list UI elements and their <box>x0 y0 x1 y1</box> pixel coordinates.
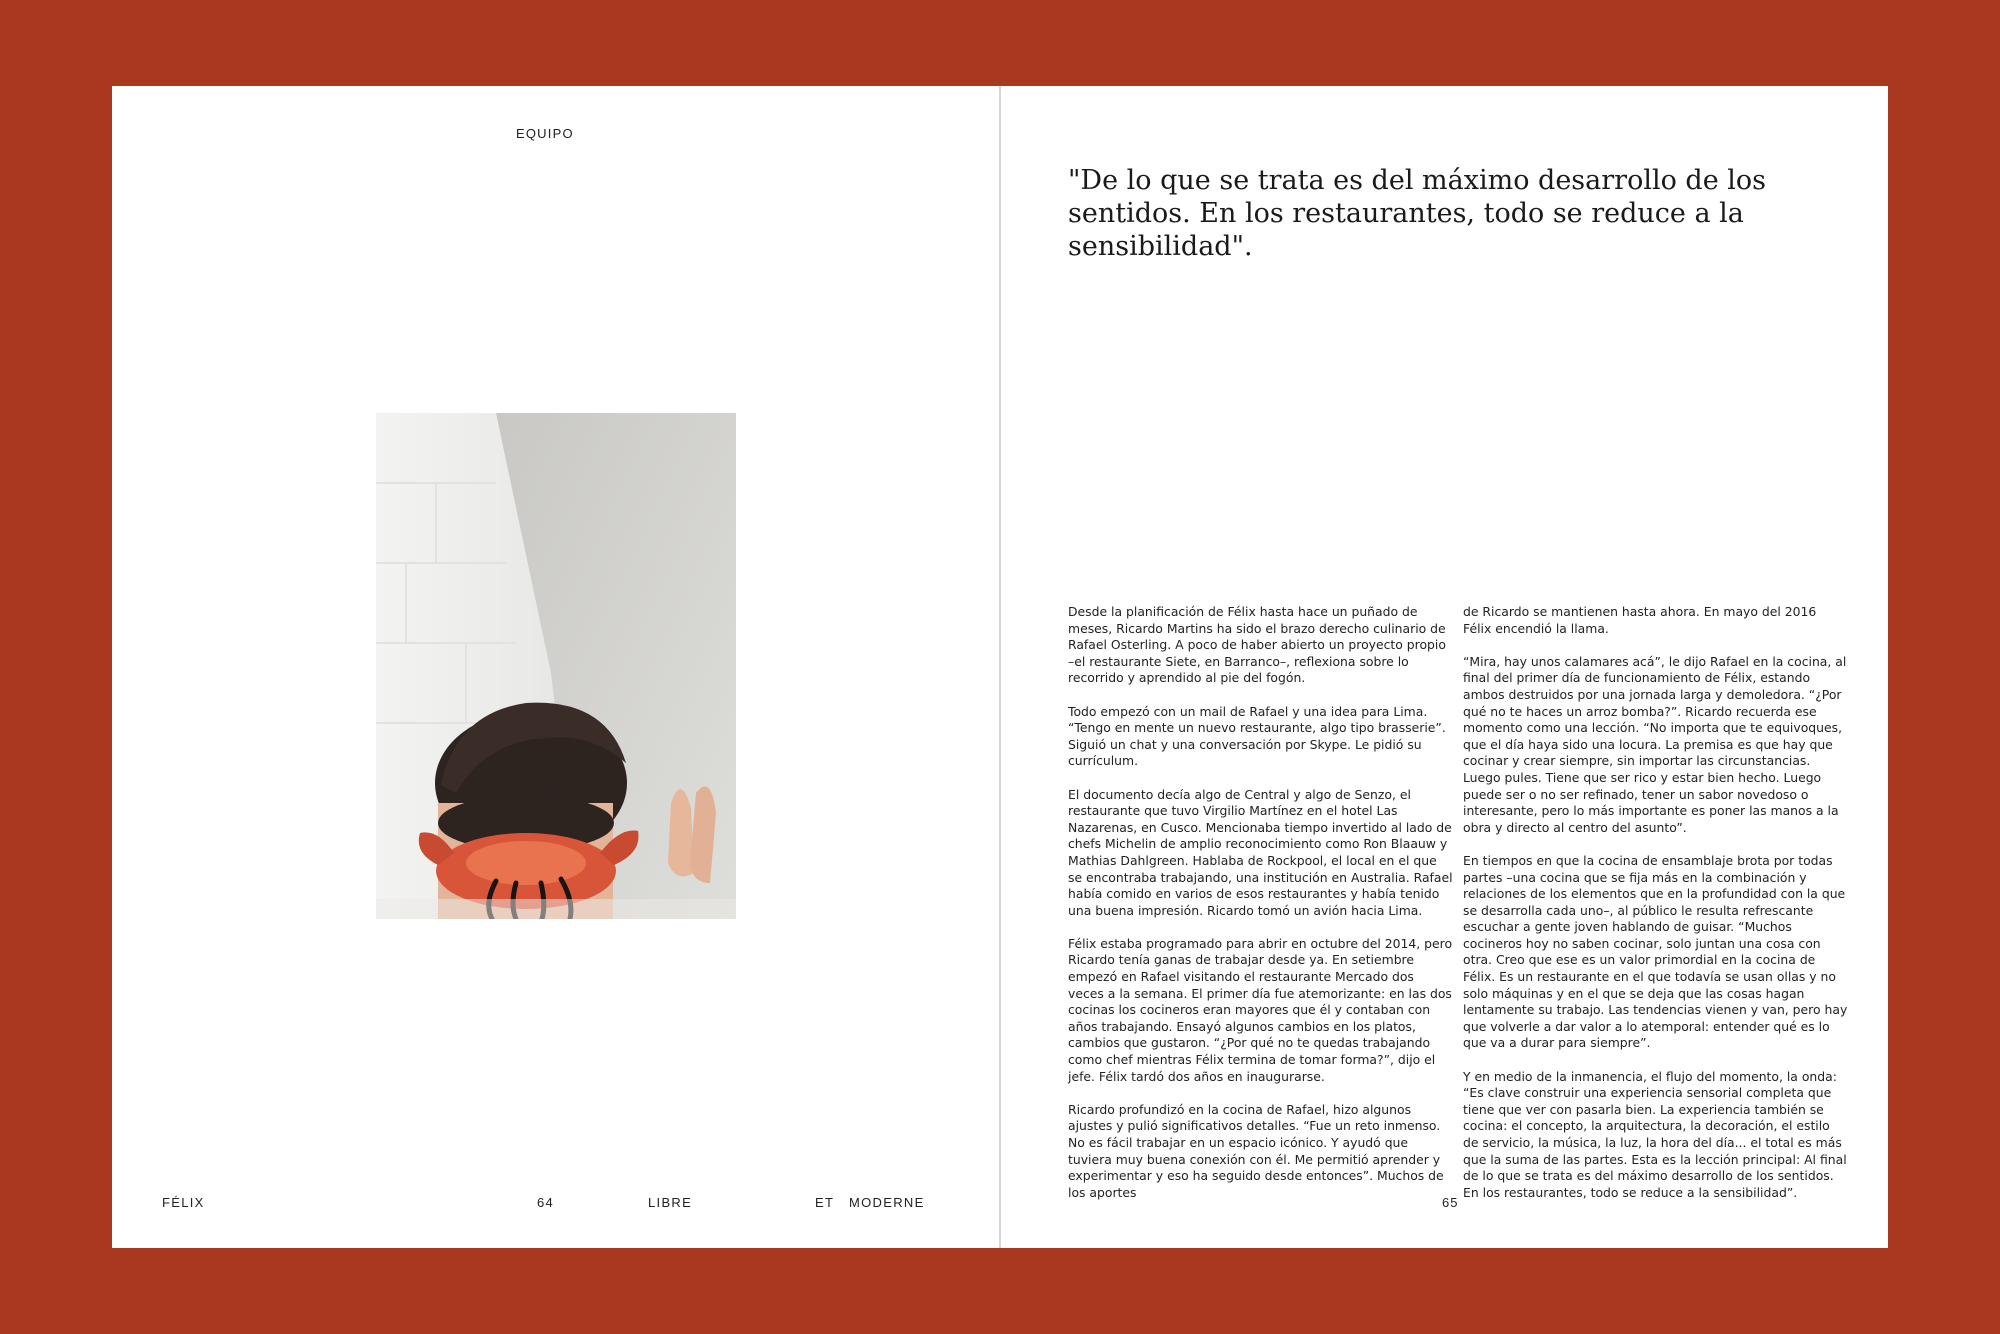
paragraph: Y en medio de la inmanencia, el flujo del momento, la onda: “Es clave construir una experiencia sensorial completa que tiene que ver con pasarla bien. La experiencia también se cocina: el concepto, la arquitectura, la decoración, el estilo de servicio, la música, la luz, la hora del día... el total es más que la suma de las partes. Esta es la lección principal: Al final de lo que se trata es del máximo desarrollo de los sentidos. En los restaurantes, todo se reduce a la sensibilidad”. <box>1463 1068 1847 1200</box>
photo-illustration <box>376 413 736 919</box>
paragraph: El documento decía algo de Central y algo de Senzo, el restaurante que tuvo Virgilio Martínez en el hotel Las Nazarenas, en Cusco. Mencionaba tiempo invertido al lado de chefs Michelin de amplio reconocimiento como Ron Blaauw y Mathias Dahlgreen. Hablaba de Rockpool, el local en el que se encontraba trabajando, una institución en Australia. Rafael había comido en varios de esos restaurantes y había tenido una buena impresión. Ricardo tomó un avión hacia Lima. <box>1068 786 1453 918</box>
section-label: EQUIPO <box>516 126 574 141</box>
paragraph: Félix estaba programado para abrir en octubre del 2014, pero Ricardo tenía ganas de trabajar desde ya. En setiembre empezó en Rafael visitando el restaurante Mercado dos veces a la semana. El primer día fue atemorizante: en las dos cocinas los cocineros eran mayores que él y contaban con años trabajando. Ensayó algunos cambios en los platos, cambios que gustaron. “¿Por qué no te quedas trabajando como chef mientras Félix termina de tomar forma?”, dijo el jefe. Félix tardó dos años en inaugurarse. <box>1068 935 1453 1084</box>
page-number-right: 65 <box>1442 1195 1459 1210</box>
article-column-2 <box>1463 604 1848 1201</box>
footer-word-et: ET <box>815 1195 835 1210</box>
paragraph: “Mira, hay unos calamares acá”, le dijo Rafael en la cocina, al final del primer día de funcionamiento de Félix, estando ambos destruidos por una jornada larga y demoledora. “¿Por qué no te haces un arroz bomba?”. Ricardo recuerda ese momento como una lección. “No importa que te equivoques, que el día haya sido una locura. La premisa es que hay que cocinar y crear siempre, sin importar las circunstancias. Luego pules. Tiene que ser rico y estar bien hecho. Luego puede ser o no ser refinado, tener un sabor novedoso o interesante, pero lo más importante es poner las manos a la obra y directo al centro del asunto”. <box>1463 653 1847 835</box>
page-number-left: 64 <box>537 1195 555 1210</box>
paragraph: Todo empezó con un mail de Rafael y una idea para Lima. “Tengo en mente un nuevo restaurante, algo tipo brasserie”. Siguió un chat y una conversación por Skype. Le pidió su currículum. <box>1068 703 1446 769</box>
right-page <box>1001 86 1888 1248</box>
crab-photo <box>376 413 736 919</box>
left-page <box>112 86 999 1248</box>
footer-word-libre: LIBRE <box>648 1195 693 1210</box>
paragraph: Ricardo profundizó en la cocina de Rafael, hizo algunos ajustes y pulió significativos detalles. “Fue un reto inmenso. No es fácil trabajar en un espacio icónico. Y ayudó que tuviera muy buena conexión con él. Me permitió aprender y experimentar y eso ha seguido desde entonces”. Muchos de los aportes <box>1068 1101 1444 1200</box>
pull-quote: "De lo que se trata es del máximo desarrollo de los sentidos. En los restaurantes, todo se reduce a la sensibilidad". <box>1068 165 1767 262</box>
footer-word-moderne: MODERNE <box>849 1195 925 1210</box>
footer-brand: FÉLIX <box>162 1195 205 1210</box>
paragraph: Desde la planificación de Félix hasta hace un puñado de meses, Ricardo Martins ha sido el brazo derecho culinario de Rafael Osterling. A poco de haber abierto un proyecto propio –el restaurante Siete, en Barranco–, reflexiona sobre lo recorrido y aprendido al pie del fogón. <box>1068 604 1446 686</box>
article-column-1 <box>1068 604 1453 1201</box>
paragraph: de Ricardo se mantienen hasta ahora. En mayo del 2016 Félix encendió la llama. <box>1463 604 1817 636</box>
paragraph: En tiempos en que la cocina de ensamblaje brota por todas partes –una cocina que se fija más en la combinación y relaciones de los elementos que en la profundidad con la que se desarrolla cada uno–, al público le resulta refrescante escuchar a gente joven hablando de guisar. “Muchos cocineros hoy no saben cocinar, solo juntan una cosa con otra. Creo que ese es un valor primordial en la cocina de Félix. Es un restaurante en el que todavía se usan ollas y no solo máquinas y en el que se deja que las cosas hagan lentamente su trabajo. Las tendencias vienen y van, pero hay que volverle a dar valor a lo atemporal: entender qué es lo que va a durar para siempre”. <box>1463 852 1848 1051</box>
